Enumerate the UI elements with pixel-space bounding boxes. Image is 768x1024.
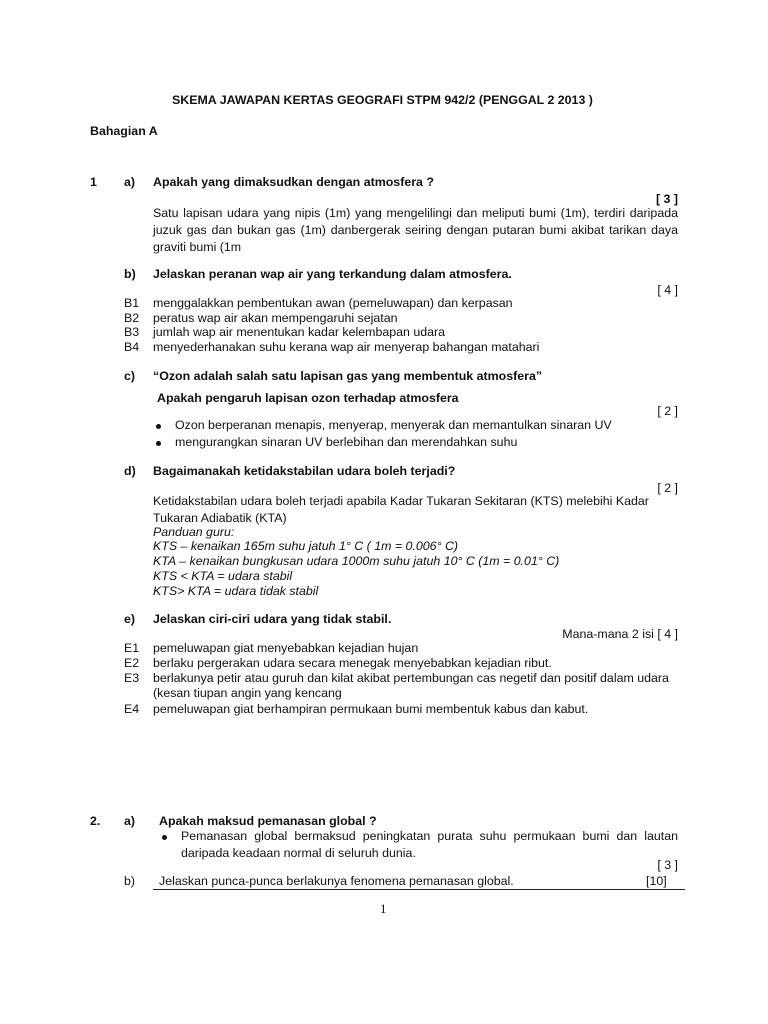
bullet-icon	[156, 424, 161, 429]
question-number: 2.	[90, 814, 101, 828]
item-text: menyederhanakan suhu kerana wap air menyerap bahangan matahari	[153, 340, 540, 354]
item-code: B4	[124, 340, 140, 354]
part-label: b)	[124, 874, 136, 888]
guide-text: Panduan guru:	[153, 525, 235, 539]
part-question: Apakah pengaruh lapisan ozon terhadap atmosfera	[157, 391, 459, 405]
guide-text: KTS – kenaikan 165m suhu jatuh 1° C ( 1m = 0.006° C)	[153, 539, 459, 553]
bullet-text: Pemanasan global bermaksud peningkatan purata suhu permukaan bumi dan lautan daripada keadaan normal di seluruh dunia.	[181, 829, 678, 860]
guide-text: KTS < KTA = udara stabil	[153, 569, 293, 583]
bullet-text: Ozon berperanan menapis, menyerap, menyerak dan memantulkan sinaran UV	[175, 418, 612, 432]
part-label: d)	[124, 464, 136, 478]
marks: Mana-mana 2 isi [ 4 ]	[562, 627, 678, 641]
part-question: Jelaskan ciri-ciri udara yang tidak stabil.	[153, 612, 392, 626]
item-code: E1	[124, 641, 140, 655]
item-code: E3	[124, 671, 140, 685]
section-heading: Bahagian A	[90, 124, 158, 138]
answer-text: Ketidakstabilan udara boleh terjadi apabila Kadar Tukaran Sekitaran (KTS) melebihi Kadar	[153, 494, 649, 508]
part-label: e)	[124, 612, 136, 626]
question-number: 1	[90, 175, 97, 189]
part-question: Bagaimanakah ketidakstabilan udara boleh terjadi?	[153, 464, 456, 478]
marks: [ 3 ]	[657, 858, 678, 872]
marks: [ 2 ]	[657, 481, 678, 495]
part-question: Jelaskan punca-punca berlakunya fenomena pemanasan global.	[159, 874, 514, 888]
page-title: SKEMA JAWAPAN KERTAS GEOGRAFI STPM 942/2 (PENGGAL 2 2013 )	[172, 93, 593, 107]
item-code: B1	[124, 296, 140, 310]
part-label: a)	[124, 175, 136, 189]
item-code: E2	[124, 656, 140, 670]
bullet-icon	[156, 441, 161, 446]
bullet-text: mengurangkan sinaran UV berlebihan dan merendahkan suhu	[175, 435, 518, 449]
bullet-icon	[162, 835, 167, 840]
item-text: berlaku pergerakan udara secara menegak menyebabkan kejadian ribut.	[153, 656, 552, 670]
part-label: b)	[124, 267, 136, 281]
guide-text: KTA – kenaikan bungkusan udara 1000m suhu jatuh 10° C (1m = 0.01° C)	[153, 554, 560, 568]
page-number: 1	[380, 901, 387, 916]
marks: [10]	[646, 874, 667, 888]
part-question: Apakah maksud pemanasan global ?	[159, 814, 377, 828]
item-text: menggalakkan pembentukan awan (pemeluwapan) dan kerpasan	[153, 296, 513, 310]
marks: [ 3 ]	[655, 192, 678, 206]
part-label: a)	[124, 814, 136, 828]
item-text: pemeluwapan giat berhampiran permukaan bumi membentuk kabus dan kabut.	[153, 702, 589, 716]
marks: [ 4 ]	[657, 283, 678, 297]
guide-text: KTS> KTA = udara tidak stabil	[153, 584, 319, 598]
item-text: jumlah wap air menentukan kadar kelembapan udara	[153, 325, 446, 339]
item-code: B2	[124, 311, 140, 325]
answer-text: Satu lapisan udara yang nipis (1m) yang mengelilingi dan meliputi bumi (1m), terdiri daripada juzuk gas dan bukan gas (1m) danbergerak seiring dengan putaran bumi akibat tarikan daya graviti bumi (1m	[153, 206, 678, 254]
part-question: Apakah yang dimaksudkan dengan atmosfera ?	[153, 175, 434, 189]
item-text: peratus wap air akan mempengaruhi sejatan	[153, 311, 398, 325]
marks: [ 2 ]	[657, 404, 678, 418]
item-text: pemeluwapan giat menyebabkan kejadian hujan	[153, 641, 419, 655]
part-quote: “Ozon adalah salah satu lapisan gas yang membentuk atmosfera”	[153, 369, 543, 383]
answer-text: Tukaran Adiabatik (KTA)	[153, 511, 287, 525]
part-label: c)	[124, 369, 136, 383]
part-question: Jelaskan peranan wap air yang terkandung dalam atmosfera.	[153, 267, 512, 281]
item-code: B3	[124, 325, 140, 339]
divider	[153, 889, 685, 890]
item-text: (kesan tiupan angin yang kencang	[153, 686, 342, 700]
item-code: E4	[124, 702, 140, 716]
item-text: berlakunya petir atau guruh dan kilat akibat pertembungan cas negetif dan positif dalam udara	[153, 671, 669, 685]
